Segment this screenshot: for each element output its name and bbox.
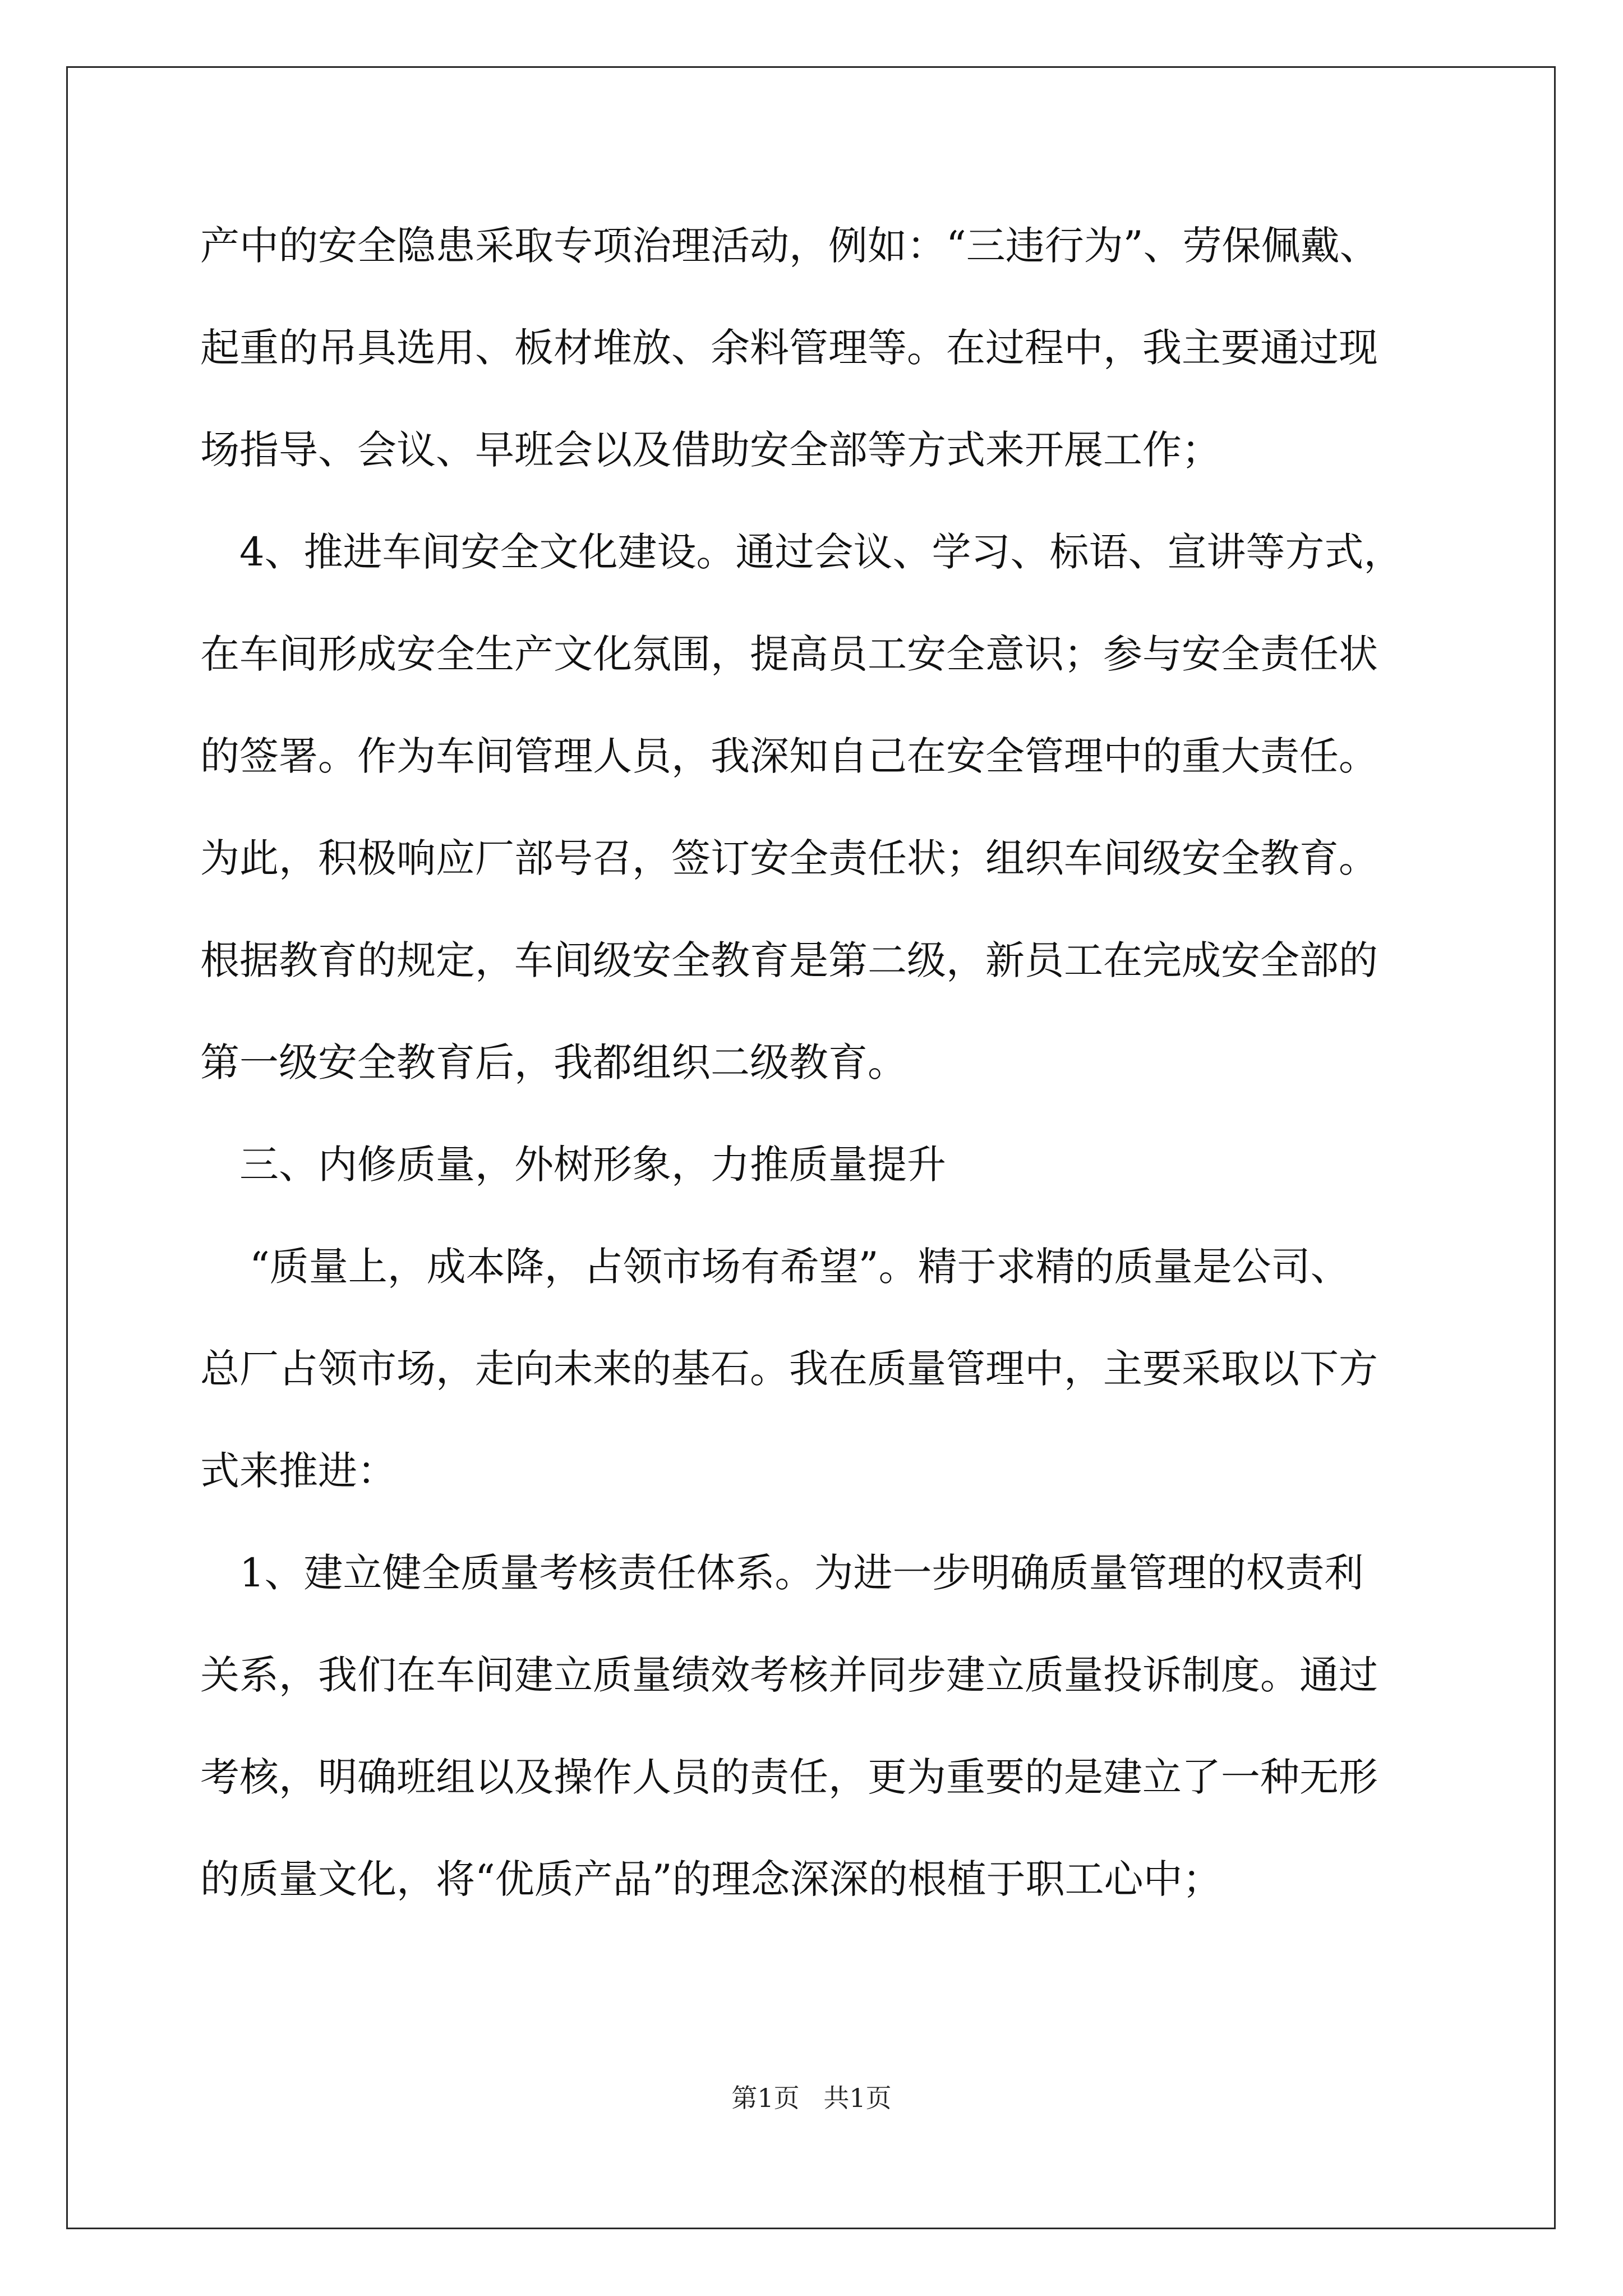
page-total: 共1页 xyxy=(823,2083,892,2113)
text-line: 式来推进： xyxy=(200,1448,396,1494)
text-line: “质量上，成本降，占领市场有希望”。精于求精的质量是公司、 xyxy=(250,1244,1350,1290)
text-line: 的质量文化，将“优质产品”的理念深深的根植于职工心中； xyxy=(200,1856,1222,1902)
text-line: 起重的吊具选用、板材堆放、余料管理等。在过程中，我主要通过现 xyxy=(200,325,1378,371)
text-line: 在车间形成安全生产文化氛围，提高员工安全意识；参与安全责任状 xyxy=(200,631,1378,677)
section-heading: 三、内修质量，外树形象，力推质量提升 xyxy=(200,1142,946,1188)
page-footer xyxy=(0,2081,1623,2115)
text-line: 产中的安全隐患采取专项治理活动，例如：“三违行为”、劳保佩戴、 xyxy=(200,223,1379,269)
text-line: 为此，积极响应厂部号召，签订安全责任状；组织车间级安全教育。 xyxy=(200,835,1378,881)
text-line: 场指导、会议、早班会以及借助安全部等方式来开展工作； xyxy=(200,427,1221,473)
text-line: 4、推进车间安全文化建设。通过会议、学习、标语、宣讲等方式， xyxy=(200,529,1403,575)
text-line: 1、建立健全质量考核责任体系。为进一步明确质量管理的权责利 xyxy=(200,1550,1364,1596)
text-line: 的签署。作为车间管理人员，我深知自己在安全管理中的重大责任。 xyxy=(200,733,1378,779)
text-line: 总厂占领市场，走向未来的基石。我在质量管理中，主要采取以下方 xyxy=(200,1346,1378,1392)
page-number: 第1页 xyxy=(731,2083,800,2113)
text-line: 根据教育的规定，车间级安全教育是第二级，新员工在完成安全部的 xyxy=(200,937,1378,983)
text-line: 关系，我们在车间建立质量绩效考核并同步建立质量投诉制度。通过 xyxy=(200,1652,1378,1698)
text-line: 第一级安全教育后，我都组织二级教育。 xyxy=(200,1039,907,1085)
text-line: 考核，明确班组以及操作人员的责任，更为重要的是建立了一种无形 xyxy=(200,1754,1378,1800)
